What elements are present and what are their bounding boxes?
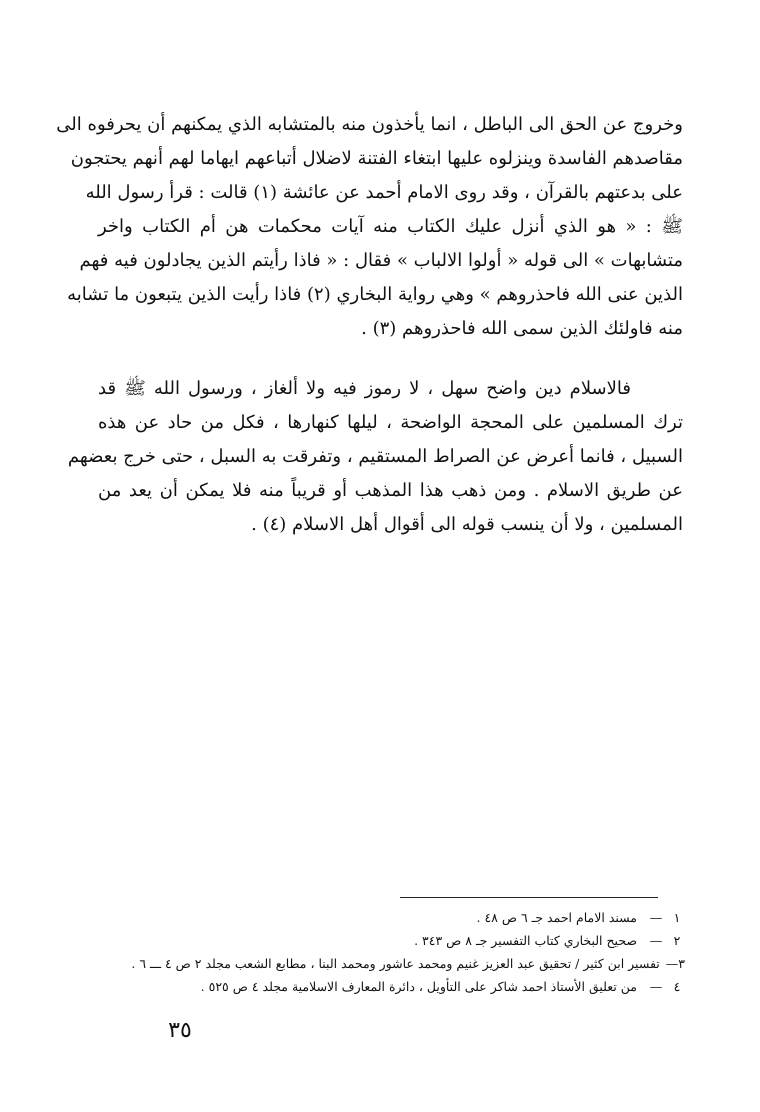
footnote-dash: —	[665, 956, 679, 971]
footnote-text: مسند الامام احمد جـ ٦ ص ٤٨ .	[476, 910, 637, 925]
text-line: فالاسلام دين واضح سهل ، لا رموز فيه ولا ألغاز ، ورسول الله ﷺ قد	[98, 378, 631, 399]
footnote-item	[160, 929, 685, 952]
footnote-dash: —	[649, 910, 663, 925]
paragraph-1	[56, 108, 683, 346]
text-line: وخروج عن الحق الى الباطل ، انما يأخذون منه بالمتشابه الذي يمكنهم أن يحرفوه الى	[56, 114, 683, 135]
text-line: مقاصدهم الفاسدة وينزلوه عليها ابتغاء الفتنة لاضلال أتباعهم ايهاما لهم أنهم يحتجون	[70, 148, 683, 169]
footnote-divider	[400, 897, 658, 898]
text-line: منه فاولئك الذين سمى الله فاحذروهم (٣) .	[361, 318, 683, 339]
footnote-number: ١	[673, 910, 681, 925]
main-text	[56, 108, 683, 542]
text-line: عن طريق الاسلام . ومن ذهب هذا المذهب أو قريباً منه فلا يمكن أن يعد من	[98, 480, 683, 501]
text-line: المسلمين ، ولا أن ينسب قوله الى أقوال أهل الاسلام (٤) .	[251, 514, 683, 535]
text-line: السبيل ، فانما أعرض عن الصراط المستقيم ، وتفرقت به السبل ، حتى خرج بعضهم	[67, 446, 683, 467]
footnotes	[131, 906, 685, 998]
footnote-item	[160, 906, 685, 929]
footnote-dash: —	[649, 933, 663, 948]
footnote-text: من تعليق الأستاذ احمد شاكر على التأويل ، دائرة المعارف الاسلامية مجلد ٤ ص ٥٢٥ .	[200, 979, 637, 994]
text-line: ترك المسلمين على المحجة الواضحة ، ليلها كنهارها ، فكل من حاد عن هذه	[98, 412, 683, 433]
footnote-item	[160, 975, 685, 998]
page-number: ٣٥	[168, 1018, 192, 1043]
footnote-text: تفسير ابن كثير / تحقيق عبد العزيز غنيم ومحمد عاشور ومحمد البنا ، مطابع الشعب مجلد ٢ ص ٤ ـــ ٦ .	[131, 956, 660, 971]
footnote-number: ٣	[678, 956, 685, 971]
text-line: على بدعتهم بالقرآن ، وقد روى الامام أحمد عن عائشة (١) قالت : قرأ رسول الله	[85, 182, 683, 203]
footnote-dash: —	[649, 979, 663, 994]
paragraph-spacer	[98, 346, 683, 372]
footnote-number: ٤	[673, 979, 681, 994]
paragraph-2	[67, 372, 683, 542]
footnote-text: صحيح البخاري كتاب التفسير جـ ٨ ص ٣٤٣ .	[414, 933, 637, 948]
text-line: متشابهات » الى قوله « أولوا الالباب » فقال : « فاذا رأيتم الذين يجادلون فيه فهم	[79, 250, 683, 271]
text-line: الذين عنى الله فاحذروهم » وهي رواية البخاري (٢) فاذا رأيت الذين يتبعون ما تشابه	[67, 284, 683, 305]
footnote-number: ٢	[673, 933, 681, 948]
footnote-item	[131, 952, 685, 975]
text-line: ﷺ : « هو الذي أنزل عليك الكتاب منه آيات محكمات هن أم الكتاب واخر	[98, 216, 683, 237]
